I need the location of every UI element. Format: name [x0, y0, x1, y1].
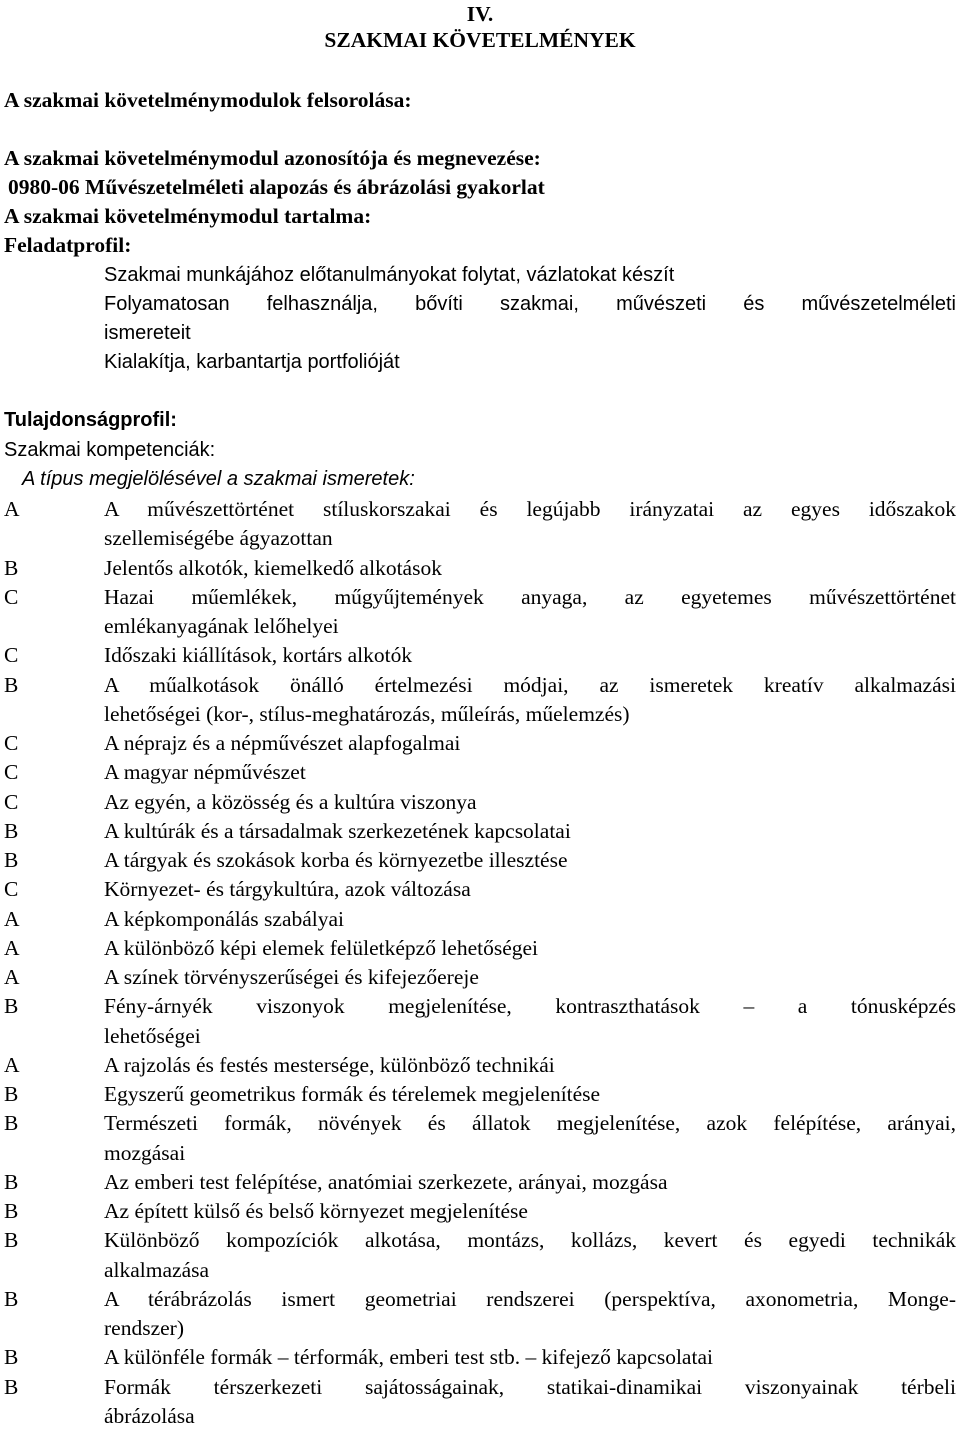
item-type-letter: A [4, 497, 20, 521]
item-type-letter: B [4, 818, 19, 843]
knowledge-item-text: A színek törvényszerűségei és kifejezőereje [104, 965, 479, 989]
knowledge-item-text: A műalkotások önálló értelmezési módjai, az ismeretek kreatív alkalmazási [104, 672, 956, 697]
knowledge-item-continuation: ábrázolása [104, 1403, 195, 1428]
item-type-letter: A [4, 965, 20, 989]
item-type-letter: B [4, 1082, 19, 1106]
knowledge-item-text: A művészettörténet stíluskorszakai és legújabb irányzatai az egyes időszakok [104, 497, 956, 521]
knowledge-item-text: Az emberi test felépítése, anatómiai szerkezete, arányai, mozgása [104, 1169, 668, 1194]
module-content-heading: A szakmai követelménymodul tartalma: [4, 204, 372, 228]
item-type-letter: B [4, 555, 19, 580]
knowledge-item-text: Jelentős alkotók, kiemelkedő alkotások [104, 555, 442, 580]
task-profile-item: Folyamatosan felhasználja, bővíti szakmai, művészeti és művészetelméleti [104, 293, 956, 315]
item-type-letter: B [4, 1111, 19, 1136]
knowledge-item-continuation: lehetőségei (kor-, stílus-meghatározás, műleírás, műelemzés) [104, 701, 630, 726]
item-type-letter: B [4, 1345, 19, 1370]
knowledge-item-text: A térábrázolás ismert geometriai rendszerei (perspektíva, axonometria, Monge- [104, 1286, 956, 1311]
knowledge-item-text: Hazai műemlékek, műgyűjtemények anyaga, az egyetemes művészettörténet [104, 584, 956, 609]
task-profile-item: Szakmai munkájához előtanulmányokat folytat, vázlatokat készít [104, 264, 675, 286]
item-type-letter: B [4, 994, 19, 1019]
item-type-letter: B [4, 1199, 19, 1223]
knowledge-item-text: A néprajz és a népművészet alapfogalmai [104, 731, 461, 755]
knowledge-item-continuation: mozgásai [104, 1140, 186, 1165]
knowledge-item-continuation: lehetőségei [104, 1023, 201, 1048]
knowledge-item-text: A rajzolás és festés mestersége, különböző technikái [104, 1052, 555, 1077]
knowledge-item-text: Az épített külső és belső környezet megjelenítése [104, 1199, 528, 1223]
knowledge-item-continuation: alkalmazása [104, 1257, 210, 1282]
task-profile-heading: Feladatprofil: [4, 233, 132, 257]
type-note: A típus megjelölésével a szakmai ismeretek: [22, 468, 415, 490]
item-type-letter: B [4, 848, 19, 872]
item-type-letter: B [4, 1228, 19, 1253]
item-type-letter: B [4, 1286, 19, 1311]
knowledge-item-text: Fény-árnyék viszonyok megjelenítése, kontraszthatások – a tónusképzés [104, 994, 956, 1019]
knowledge-item-continuation: rendszer) [104, 1316, 184, 1340]
item-type-letter: A [4, 906, 20, 931]
knowledge-item-text: Időszaki kiállítások, kortárs alkotók [104, 643, 413, 668]
item-type-letter: A [4, 935, 20, 960]
chapter-number: IV. [466, 2, 494, 26]
item-type-letter: C [4, 877, 19, 902]
knowledge-item-text: A különböző képi elemek felületképző lehetőségei [104, 935, 539, 960]
item-type-letter: C [4, 643, 19, 668]
chapter-title: SZAKMAI KÖVETELMÉNYEK [324, 28, 636, 52]
item-type-letter: B [4, 672, 19, 697]
modules-list-heading: A szakmai követelménymodulok felsorolása: [4, 88, 412, 112]
task-profile-item: Kialakítja, karbantartja portfolióját [104, 351, 400, 373]
competencies-heading: Szakmai kompetenciák: [4, 439, 216, 461]
knowledge-item-text: Formák térszerkezeti sajátosságainak, statikai-dinamikai viszonyainak térbeli [104, 1374, 956, 1399]
item-type-letter: C [4, 760, 19, 785]
module-id-value: 0980-06 Művészetelméleti alapozás és ábrázolási gyakorlat [8, 175, 545, 199]
item-type-letter: C [4, 789, 19, 814]
knowledge-item-text: A kultúrák és a társadalmak szerkezetének kapcsolatai [104, 818, 571, 843]
knowledge-item-text: Környezet- és tárgykultúra, azok változása [104, 877, 471, 902]
knowledge-item-text: Az egyén, a közösség és a kultúra viszonya [104, 789, 477, 814]
item-type-letter: B [4, 1374, 19, 1399]
knowledge-item-text: A képkomponálás szabályai [104, 906, 345, 931]
knowledge-item-continuation: emlékanyagának lelőhelyei [104, 614, 339, 638]
module-id-heading: A szakmai követelménymodul azonosítója és megnevezése: [4, 146, 541, 170]
knowledge-item-text: Egyszerű geometrikus formák és térelemek megjelenítése [104, 1082, 601, 1106]
knowledge-item-continuation: szellemiségébe ágyazottan [104, 526, 333, 551]
item-type-letter: C [4, 731, 19, 755]
knowledge-item-text: A tárgyak és szokások korba és környezetbe illesztése [104, 848, 568, 872]
item-type-letter: C [4, 584, 19, 609]
property-profile-heading: Tulajdonságprofil: [4, 409, 177, 431]
knowledge-item-text: Természeti formák, növények és állatok megjelenítése, azok felépítése, arányai, [104, 1111, 956, 1136]
item-type-letter: B [4, 1169, 19, 1194]
knowledge-item-text: A magyar népművészet [104, 760, 306, 785]
knowledge-item-text: A különféle formák – térformák, emberi test stb. – kifejező kapcsolatai [104, 1345, 713, 1370]
knowledge-item-text: Különböző kompozíciók alkotása, montázs, kollázs, kevert és egyedi technikák [104, 1228, 956, 1253]
item-type-letter: A [4, 1052, 20, 1077]
task-profile-item-continuation: ismereteit [104, 322, 191, 344]
